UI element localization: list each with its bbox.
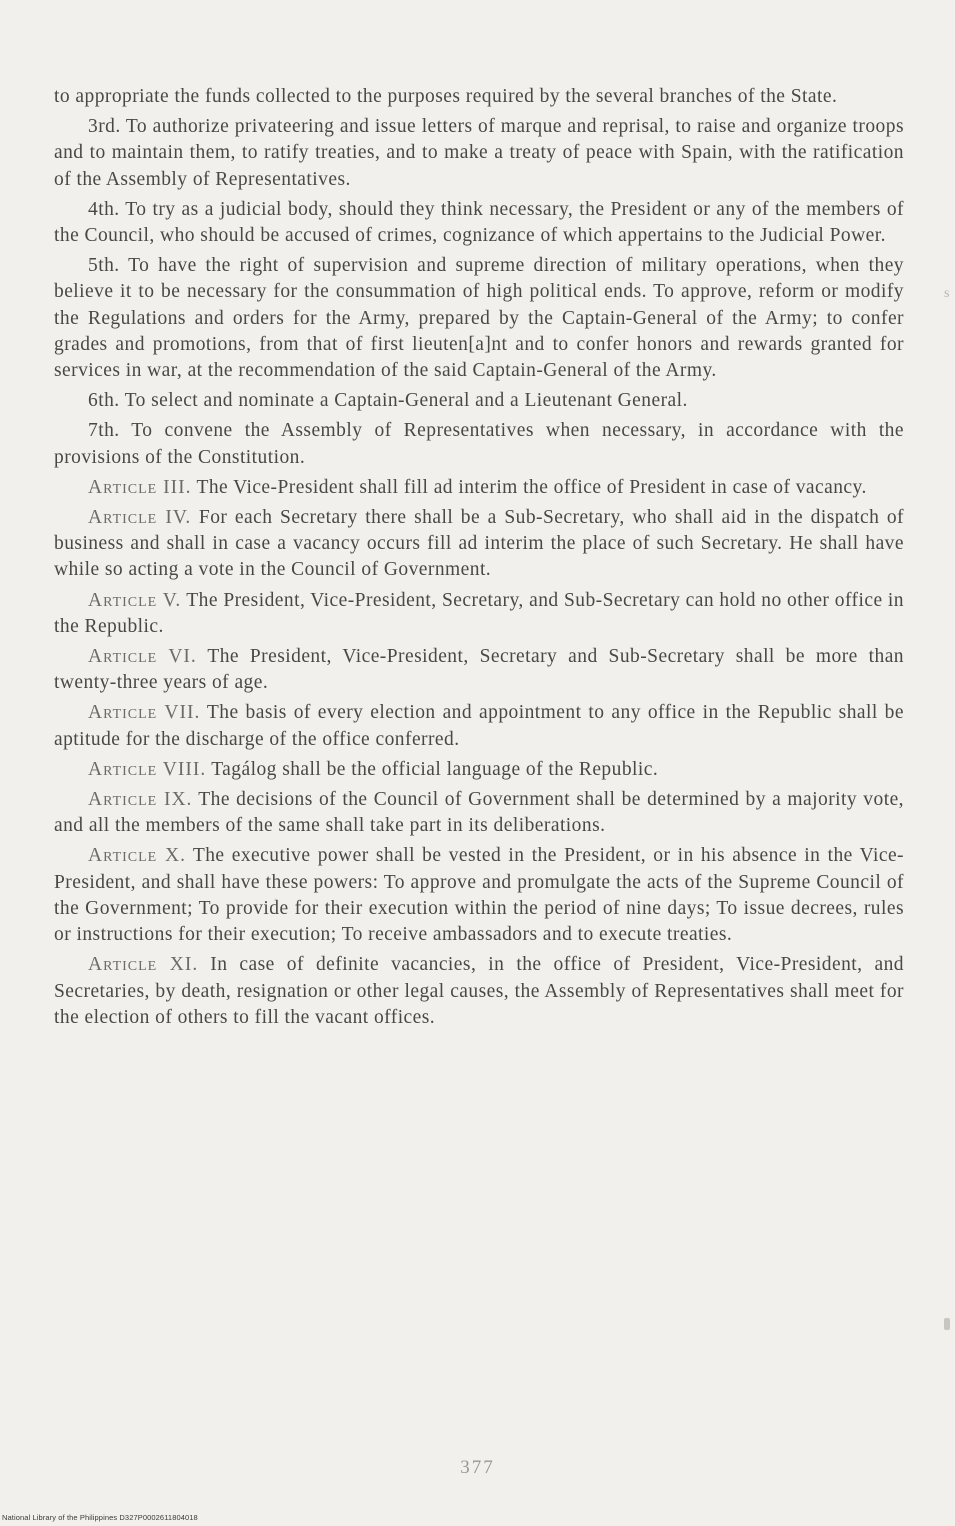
article-label: Article VIII. [88, 758, 207, 780]
footer-credit: National Library of the Philippines D327P0002611804018 [2, 1513, 198, 1522]
article-vii: Article VII. The basis of every election and appointment to any office in the Republic shall be aptitude for the discharge of the office conferred. [54, 702, 904, 750]
article-label: Article X. [88, 845, 186, 867]
article-label: Article IV. [88, 507, 192, 529]
article-vi: Article VI. The President, Vice-President, Secretary and Sub-Secretary shall be more than twenty-three years of age. [54, 646, 905, 694]
paragraph-continuation: to appropriate the funds collected to the purposes required by the several branches of the State. [54, 86, 838, 107]
article-iii: Article III. The Vice-President shall fill ad interim the office of President in case of vacancy. [88, 476, 867, 498]
margin-tick [944, 1318, 950, 1330]
margin-mark: s [944, 286, 950, 301]
document-body [54, 84, 904, 1035]
article-label: Article VII. [88, 702, 201, 724]
article-xi: Article XI. In case of definite vacancies, in the office of President, Vice-President, and Secretaries, by death, resignation or other legal causes, the Assembly of Representatives shall meet for the election of others to fill the vacant offices. [54, 954, 904, 1028]
paragraph-7th: 7th. To convene the Assembly of Representatives when necessary, in accordance with the provisions of the Constitution. [54, 420, 904, 468]
paragraph-5th: 5th. To have the right of supervision and supreme direction of military operations, when they believe it to be necessary for the consummation of high political ends. To approve, reform or modify the Regulations and orders for the Army, prepared by the Captain-General of the Army; to confer grades and promotions, from that of first lieuten[a]nt and to confer honors and rewards granted for services in war, at the recommendation of the said Captain-General of the Army. [54, 255, 904, 382]
page-number: 377 [460, 1457, 495, 1478]
article-label: Article XI. [88, 954, 199, 976]
paragraph-3rd: 3rd. To authorize privateering and issue letters of marque and reprisal, to raise and organize troops and to maintain them, to ratify treaties, and to make a treaty of peace with Spain, with the ratification of the Assembly of Representatives. [54, 116, 904, 190]
article-label: Article VI. [88, 646, 197, 668]
paragraph-6th: 6th. To select and nominate a Captain-General and a Lieutenant General. [88, 390, 688, 412]
paragraph-4th: 4th. To try as a judicial body, should they think necessary, the President or any of the members of the Council, who should be accused of crimes, cognizance of which appertains to the Judicial Power. [54, 198, 904, 247]
article-x: Article X. The executive power shall be vested in the President, or in his absence in the Vice-President, and shall have these powers: To approve and promulgate the acts of the Supreme Council of the Government; To provide for their execution within the period of nine days; To issue decrees, rules or instructions for their execution; To receive ambassadors and to execute treaties. [54, 845, 904, 946]
article-label: Article V. [88, 589, 182, 611]
article-v: Article V. The President, Vice-President, Secretary, and Sub-Secretary can hold no other office in the Republic. [54, 589, 904, 637]
article-ix: Article IX. The decisions of the Council of Government shall be determined by a majority vote, and all the members of the same shall take part in its deliberations. [54, 789, 904, 837]
article-iv: Article IV. For each Secretary there shall be a Sub-Secretary, who shall aid in the dispatch of business and shall in case a vacancy occurs fill ad interim the place of such Secretary. He shall have while so acting a vote in the Council of Government. [54, 507, 905, 581]
article-label: Article III. [88, 476, 192, 498]
article-label: Article IX. [88, 789, 193, 811]
article-viii: Article VIII. Tagálog shall be the official language of the Republic. [88, 758, 659, 780]
